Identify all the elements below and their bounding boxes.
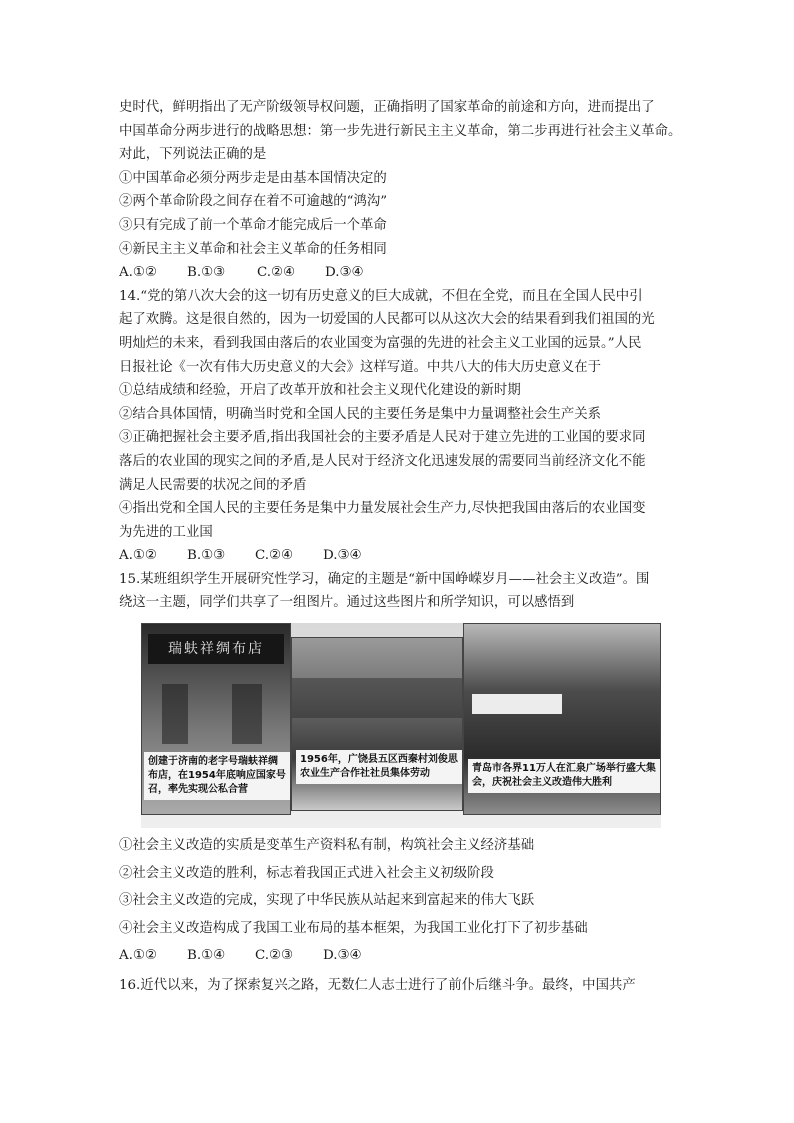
q16-stem-line: 16.近代以来，为了探索复兴之路，无数仁人志士进行了前仆后继斗争。最终，中国共产 (119, 978, 636, 994)
choice-a: A.①② (119, 548, 157, 564)
choice-c: C.②③ (255, 948, 294, 964)
choice-c: C.②④ (255, 548, 294, 564)
q13-option: ①中国革命必须分两步走是由基本国情决定的 (119, 170, 387, 186)
choice-d: D.③④ (323, 548, 362, 564)
farm-trees (292, 678, 462, 718)
q15-stem-line: 15.某班组织学生开展研究性学习，确定的主题是“新中国峥嵘岁月——社会主义改造”。围 (119, 571, 650, 587)
shop-doorway (232, 684, 262, 744)
q14-stem-line: 日报社论《一次有伟大历史意义的大会》这样写道。中共八大的伟大历史意义在于 (119, 359, 602, 375)
choice-b: B.①③ (187, 265, 226, 281)
q14-option: 为先进的工业国 (119, 524, 213, 540)
rally-banner (472, 694, 562, 714)
photo-caption-1: 创建于济南的老字号瑞蚨祥绸布店，在1954年底响应国家号召，率先实现公私合营 (144, 752, 290, 800)
q14-stem-line: 14.“党的第八次大会的这一切有历史意义的巨大成就，不但在全党，而且在全国人民中引 (119, 288, 643, 304)
q14-choices (119, 544, 699, 568)
photo-farm (291, 637, 463, 811)
photo-rally (463, 623, 661, 815)
q14-option: ①总结成绩和经验，开启了改革开放和社会主义现代化建设的新时期 (119, 383, 521, 399)
q15-option: ③社会主义改造的完成，实现了中华民族从站起来到富起来的伟大飞跃 (119, 893, 535, 909)
q15-option: ④社会主义改造构成了我国工业布局的基本框架，为我国工业化打下了初步基础 (119, 920, 588, 936)
q13-tail (119, 96, 699, 285)
q15-option: ①社会主义改造的实质是变革生产资料私有制，构筑社会主义经济基础 (119, 838, 535, 854)
choice-a: A.①② (119, 948, 157, 964)
q14-stem-line: 明灿烂的未来，看到我国由落后的农业国变为富强的先进的社会主义工业国的远景。”人民 (119, 335, 642, 351)
shop-sign: 瑞蚨祥绸布店 (148, 634, 284, 664)
q14-option: ②结合具体国情，明确当时党和全国人民的主要任务是集中力量调整社会生产关系 (119, 406, 602, 422)
q13-stem-line: 对此，下列说法正确的是 (119, 147, 267, 163)
choice-b: B.①③ (187, 548, 226, 564)
q14-option: ④指出党和全国人民的主要任务是集中力量发展社会生产力,尽快把我国由落后的农业国变 (119, 501, 646, 517)
q15-option: ②社会主义改造的胜利，标志着我国正式进入社会主义初级阶段 (119, 865, 494, 881)
q13-option: ④新民主主义革命和社会主义革命的任务相同 (119, 241, 387, 257)
q14-option: 满足人民需要的状况之间的矛盾 (119, 477, 307, 493)
q13-stem-line: 史时代，鲜明指出了无产阶级领导权问题，正确指明了国家革命的前途和方向，进而提出了 (119, 100, 655, 115)
q15-choices (119, 944, 699, 968)
choice-d: D.③④ (325, 265, 364, 281)
q14 (119, 285, 699, 568)
q15-stem-line: 绕这一主题，同学们共享了一组图片。通过这些图片和所学知识，可以感悟到 (119, 595, 575, 611)
q14-option: 落后的农业国的现实之间的矛盾,是人民对于经济文化迅速发展的需要同当前经济文化不能 (119, 453, 646, 469)
shop-doorway (162, 684, 188, 744)
q13-choices (119, 261, 699, 285)
q13-option: ③只有完成了前一个革命才能完成后一个革命 (119, 217, 387, 233)
photo-collage (141, 623, 661, 828)
q16 (119, 974, 699, 998)
photo-shop (141, 623, 291, 815)
q14-option: ③正确把握社会主要矛盾,指出我国社会的主要矛盾是人民对于建立先进的工业国的要求同 (119, 430, 646, 446)
q13-stem-line: 中国革命分两步进行的战略思想：第一步先进行新民主主义革命，第二步再进行社会主义革命。 (119, 123, 682, 139)
choice-b: B.①④ (187, 948, 226, 964)
photo-caption-3: 青岛市各界11万人在汇泉广场举行盛大集会，庆祝社会主义改造伟大胜利 (468, 759, 660, 793)
q13-option: ②两个革命阶段之间存在着不可逾越的“鸿沟” (119, 194, 388, 210)
q14-stem-line: 起了欢腾。这是很自然的，因为一切爱国的人民都可以从这次大会的结果看到我们祖国的光 (119, 312, 655, 328)
choice-c: C.②④ (257, 265, 296, 281)
photo-caption-2: 1956年，广饶县五区西秦村刘俊思农业生产合作社社员集体劳动 (296, 750, 462, 784)
q15 (119, 568, 699, 968)
exam-page (119, 96, 699, 998)
choice-a: A.①② (119, 265, 157, 281)
choice-d: D.③④ (323, 948, 362, 964)
